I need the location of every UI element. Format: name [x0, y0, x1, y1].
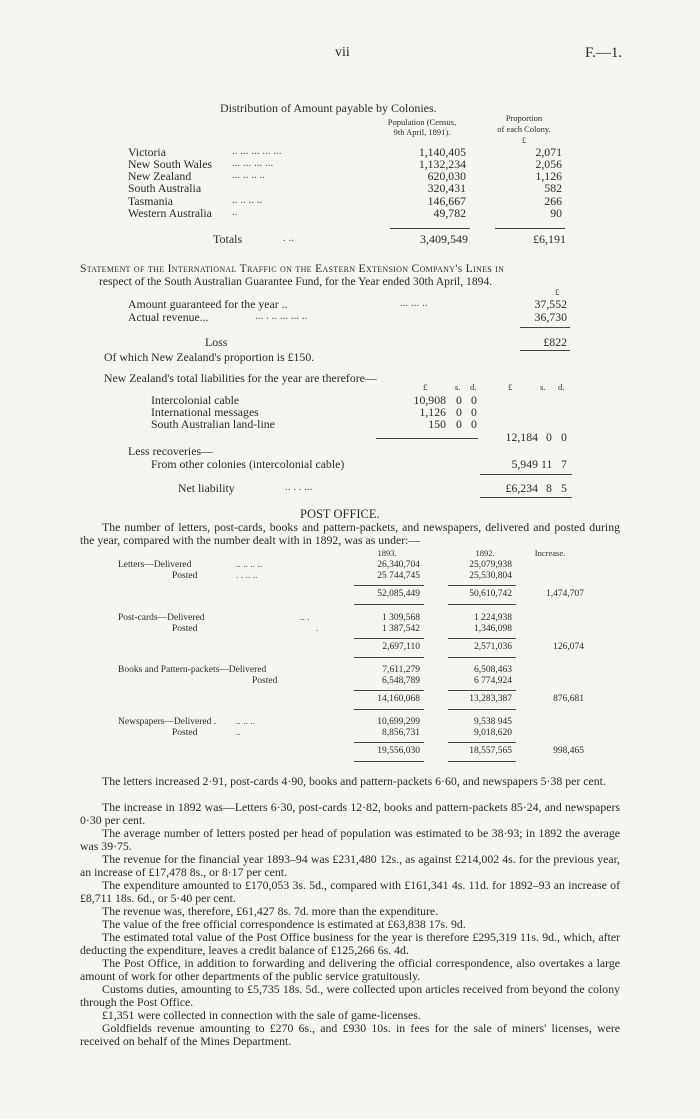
po-paragraph: The estimated total value of the Post Office business for the year is therefore £295,319 11s. 9d., which, after deducting the expenditure, leaves a credit balance of £125,266 6s. 4d.	[80, 930, 620, 958]
colony-name: Tasmania	[128, 194, 174, 208]
po-total-1892: 18,557,565	[469, 746, 512, 756]
po-total-1893: 19,556,030	[377, 746, 420, 756]
guaranteed-label: Amount guaranteed for the year ..	[128, 297, 288, 311]
col-header-1893: 1893.	[377, 548, 397, 558]
po-end-rule-1892	[448, 604, 516, 605]
recoveries-label: From other colonies (intercolonial cable)	[151, 457, 345, 471]
po-paragraph: £1,351 were collected in connection with the sale of game-licenses.	[102, 1008, 421, 1022]
liabilities-total-s: 0	[546, 430, 552, 444]
page-number: vii	[335, 45, 350, 60]
net-rule-2	[480, 497, 572, 498]
po-total-1893: 2,697,110	[382, 642, 420, 652]
po-posted-1892: 1,346,098	[474, 624, 512, 634]
liability-d: 0	[471, 393, 477, 407]
totals-rule-2	[495, 228, 565, 229]
po-delivered-1892: 6,508,463	[474, 665, 512, 675]
colony-leader: .. ... ... ... ...	[232, 145, 282, 157]
po-paragraph: The increase in 1892 was—Letters 6·30, post-cards 12·82, books and pattern-packets 85·24, and newspapers 0·30 per cent.	[80, 800, 620, 828]
statement-heading-2: respect of the South Australian Guarantee Fund, for the Year ended 30th April, 1894.	[99, 275, 493, 288]
colony-name: New Zealand	[128, 169, 192, 183]
po-end-rule-1892	[448, 761, 516, 762]
net-rule	[480, 474, 572, 475]
net-d: 5	[561, 481, 567, 495]
totals-label: Totals	[213, 232, 243, 246]
colony-name: Victoria	[128, 145, 166, 159]
revenue-leader: ... . .. ... ... ..	[255, 310, 308, 322]
liability-d: 0	[471, 405, 477, 419]
po-total-1892: 50,610,742	[469, 589, 512, 599]
liability-s: 0	[456, 405, 462, 419]
po-paragraph: The letters increased 2·91, post-cards 4·90, books and pattern-packets 6·60, and newspapers 5·38 per cent.	[102, 774, 606, 788]
statement-heading-1: Statement of the International Traffic on the Eastern Extension Company's Lines in	[80, 262, 505, 275]
colony-proportion: 1,126	[535, 169, 562, 183]
colony-population: 49,782	[433, 206, 466, 220]
col-header-1892: 1892.	[475, 548, 495, 558]
population-header-1: Population (Census,	[387, 117, 457, 127]
po-leader: .	[316, 624, 319, 634]
revenue-label: Actual revenue...	[128, 310, 209, 324]
document-reference: F.—1.	[585, 45, 623, 61]
po-paragraph: The Post Office, in addition to forwarding and delivering the official correspondence, also overtakes a large amount of work for other departments of the public service gratuitously.	[80, 956, 620, 984]
po-sum-rule-1893	[354, 690, 424, 691]
post-office-intro: The number of letters, post-cards, books and pattern-packets, and newspapers, delivered and posted during the year, compared with the number dealt with in 1892, was as under:—	[80, 520, 620, 548]
po-posted-1893: 1 387,542	[382, 624, 420, 634]
po-posted-1892: 6 774,924	[474, 676, 512, 686]
po-end-rule-1893	[354, 604, 424, 605]
loss-rule	[520, 327, 570, 328]
net-pounds: £6,234	[505, 481, 538, 495]
liability-label: International messages	[151, 405, 259, 419]
loss-rule-2	[520, 350, 570, 351]
po-leader: .. .	[300, 613, 310, 623]
colony-leader: ... .. .. ..	[232, 169, 265, 181]
po-category-label: Letters—Delivered	[118, 560, 192, 570]
liability-s: 0	[456, 393, 462, 407]
proportion-header-2: of each Colony.	[497, 124, 551, 134]
po-leader: .. .. ..	[236, 717, 255, 727]
recoveries-s: 11	[541, 457, 553, 471]
colony-leader: .. .. .. ..	[232, 194, 263, 206]
colony-proportion: 2,071	[535, 145, 562, 159]
liability-d: 0	[471, 417, 477, 431]
net-s: 8	[546, 481, 552, 495]
colony-population: 146,667	[427, 194, 466, 208]
liabilities-total-d: 0	[561, 430, 567, 444]
po-posted-1893: 8,856,731	[382, 728, 420, 738]
po-total-1893: 14,160,068	[377, 694, 420, 704]
proportion-header-1: Proportion	[505, 113, 543, 123]
colony-leader: ..	[232, 206, 238, 218]
po-sum-rule-1893	[354, 742, 424, 743]
loss-label: Loss	[205, 335, 228, 349]
loss-value: £822	[543, 335, 567, 349]
po-total-1893: 52,085,449	[377, 589, 420, 599]
recoveries-pounds: 5,949	[511, 457, 538, 471]
colony-name: South Australia	[128, 181, 202, 195]
less-recoveries: Less recoveries—	[128, 444, 213, 458]
liabilities-total-pounds: 12,184	[505, 430, 538, 444]
po-delivered-1893: 7,611,279	[382, 665, 420, 675]
liability-s: 0	[456, 417, 462, 431]
po-category-label: Books and Pattern-packets—Delivered	[118, 665, 267, 675]
po-increase: 998,465	[553, 746, 584, 756]
liabilities-intro: New Zealand's total liabilities for the year are therefore—	[104, 371, 377, 385]
po-delivered-1893: 10,699,299	[377, 717, 420, 727]
po-paragraph: The average number of letters posted per head of population was estimated to be 38·93; in 1892 the average was 39·75.	[80, 826, 620, 854]
po-posted-1893: 6,548,789	[382, 676, 420, 686]
po-posted-label: Posted	[172, 728, 198, 738]
liability-label: Intercolonial cable	[151, 393, 240, 407]
po-end-rule-1892	[448, 657, 516, 658]
totals-proportion: £6,191	[533, 232, 566, 246]
nz-proportion: Of which New Zealand's proportion is £150.	[104, 350, 315, 364]
po-delivered-1893: 26,340,704	[377, 560, 420, 570]
po-leader: ..	[236, 728, 241, 738]
liability-pounds: 150	[428, 417, 446, 431]
po-total-1892: 2,571,036	[474, 642, 512, 652]
po-sum-rule-1893	[354, 585, 424, 586]
po-total-1892: 13,283,387	[469, 694, 512, 704]
colony-proportion: 90	[550, 206, 562, 220]
money-header-s-1: s.	[455, 382, 461, 392]
po-delivered-1893: 1 309,568	[382, 613, 420, 623]
po-sum-rule-1893	[354, 638, 424, 639]
po-posted-label: Posted	[252, 676, 278, 686]
totals-population: 3,409,549	[420, 232, 468, 246]
money-header-s-2: s.	[540, 382, 546, 392]
recoveries-d: 7	[561, 457, 567, 471]
po-posted-1893: 25 744,745	[377, 571, 420, 581]
po-paragraph: Customs duties, amounting to £5,735 18s. 5d., were collected upon articles received from beyond the colony through the Post Office.	[80, 982, 620, 1010]
statement-currency: £	[555, 287, 560, 297]
guaranteed-value: 37,552	[534, 297, 567, 311]
liability-label: South Australian land-line	[151, 417, 275, 431]
po-sum-rule-1892	[448, 690, 516, 691]
totals-leader: . ..	[283, 232, 294, 244]
distribution-title: Distribution of Amount payable by Colonies.	[220, 101, 437, 115]
liability-pounds: 10,908	[413, 393, 446, 407]
po-category-label: Newspapers—Delivered .	[118, 717, 217, 727]
net-leader: .. . . ...	[285, 481, 313, 493]
po-end-rule-1893	[354, 709, 424, 710]
liability-pounds: 1,126	[419, 405, 446, 419]
colony-proportion: 582	[544, 181, 562, 195]
po-posted-label: Posted	[172, 624, 198, 634]
colony-proportion: 266	[544, 194, 562, 208]
colony-population: 620,030	[427, 169, 466, 183]
po-end-rule-1892	[448, 709, 516, 710]
colony-leader: ... ... ... ...	[232, 157, 274, 169]
colony-name: Western Australia	[128, 206, 212, 220]
net-label: Net liability	[178, 481, 235, 495]
money-header-pounds-2: £	[508, 382, 513, 392]
po-delivered-1892: 25,079,938	[469, 560, 512, 570]
proportion-header-3: £	[521, 135, 527, 145]
po-posted-label: Posted	[172, 571, 198, 581]
po-sum-rule-1892	[448, 585, 516, 586]
po-sum-rule-1892	[448, 638, 516, 639]
colony-name: New South Wales	[128, 157, 213, 171]
money-header-d-1: d.	[470, 382, 477, 392]
post-office-title: POST OFFICE.	[300, 507, 380, 521]
po-delivered-1892: 1 224,938	[474, 613, 512, 623]
po-sum-rule-1892	[448, 742, 516, 743]
po-increase: 1,474,707	[546, 589, 584, 599]
colony-population: 1,140,405	[418, 145, 466, 159]
revenue-value: 36,730	[534, 310, 567, 324]
po-leader: .. .. .. ..	[236, 560, 263, 570]
po-paragraph: The value of the free official correspondence is estimated at £63,838 17s. 9d.	[102, 917, 466, 931]
po-paragraph: The revenue for the financial year 1893–94 was £231,480 12s., as against £214,002 4s. for the previous year, an increase of £17,478 8s., or 8·17 per cent.	[80, 852, 620, 880]
po-end-rule-1893	[354, 761, 424, 762]
totals-rule	[390, 228, 470, 229]
po-increase: 876,681	[553, 694, 584, 704]
col-header-increase: Increase.	[534, 548, 566, 558]
po-category-label: Post-cards—Delivered	[118, 613, 205, 623]
liabilities-rule	[376, 438, 478, 439]
colony-population: 1,132,234	[418, 157, 466, 171]
po-posted-1892: 25,530,804	[469, 571, 512, 581]
po-increase: 126,074	[553, 642, 584, 652]
money-header-d-2: d.	[558, 382, 565, 392]
po-leader: . . .. ..	[236, 571, 258, 581]
money-header-pounds-1: £	[423, 382, 428, 392]
po-paragraph: The expenditure amounted to £170,053 3s. 5d., compared with £161,341 4s. 11d. for 1892–93 an increase of £8,711 18s. 6d., or 5·40 per cent.	[80, 878, 620, 906]
population-header-2: 9th April, 1891).	[393, 127, 451, 137]
po-paragraph: Goldfields revenue amounting to £270 6s., and £930 10s. in fees for the sale of miners' licenses, were received on behalf of the Mines Department.	[80, 1021, 620, 1049]
guaranteed-leader: ... ... ..	[400, 297, 428, 309]
po-paragraph: The revenue was, therefore, £61,427 8s. 7d. more than the expenditure.	[102, 904, 439, 918]
colony-proportion: 2,056	[535, 157, 562, 171]
po-delivered-1892: 9,538 945	[474, 717, 512, 727]
colony-population: 320,431	[427, 181, 466, 195]
po-posted-1892: 9,018,620	[474, 728, 512, 738]
po-end-rule-1893	[354, 657, 424, 658]
